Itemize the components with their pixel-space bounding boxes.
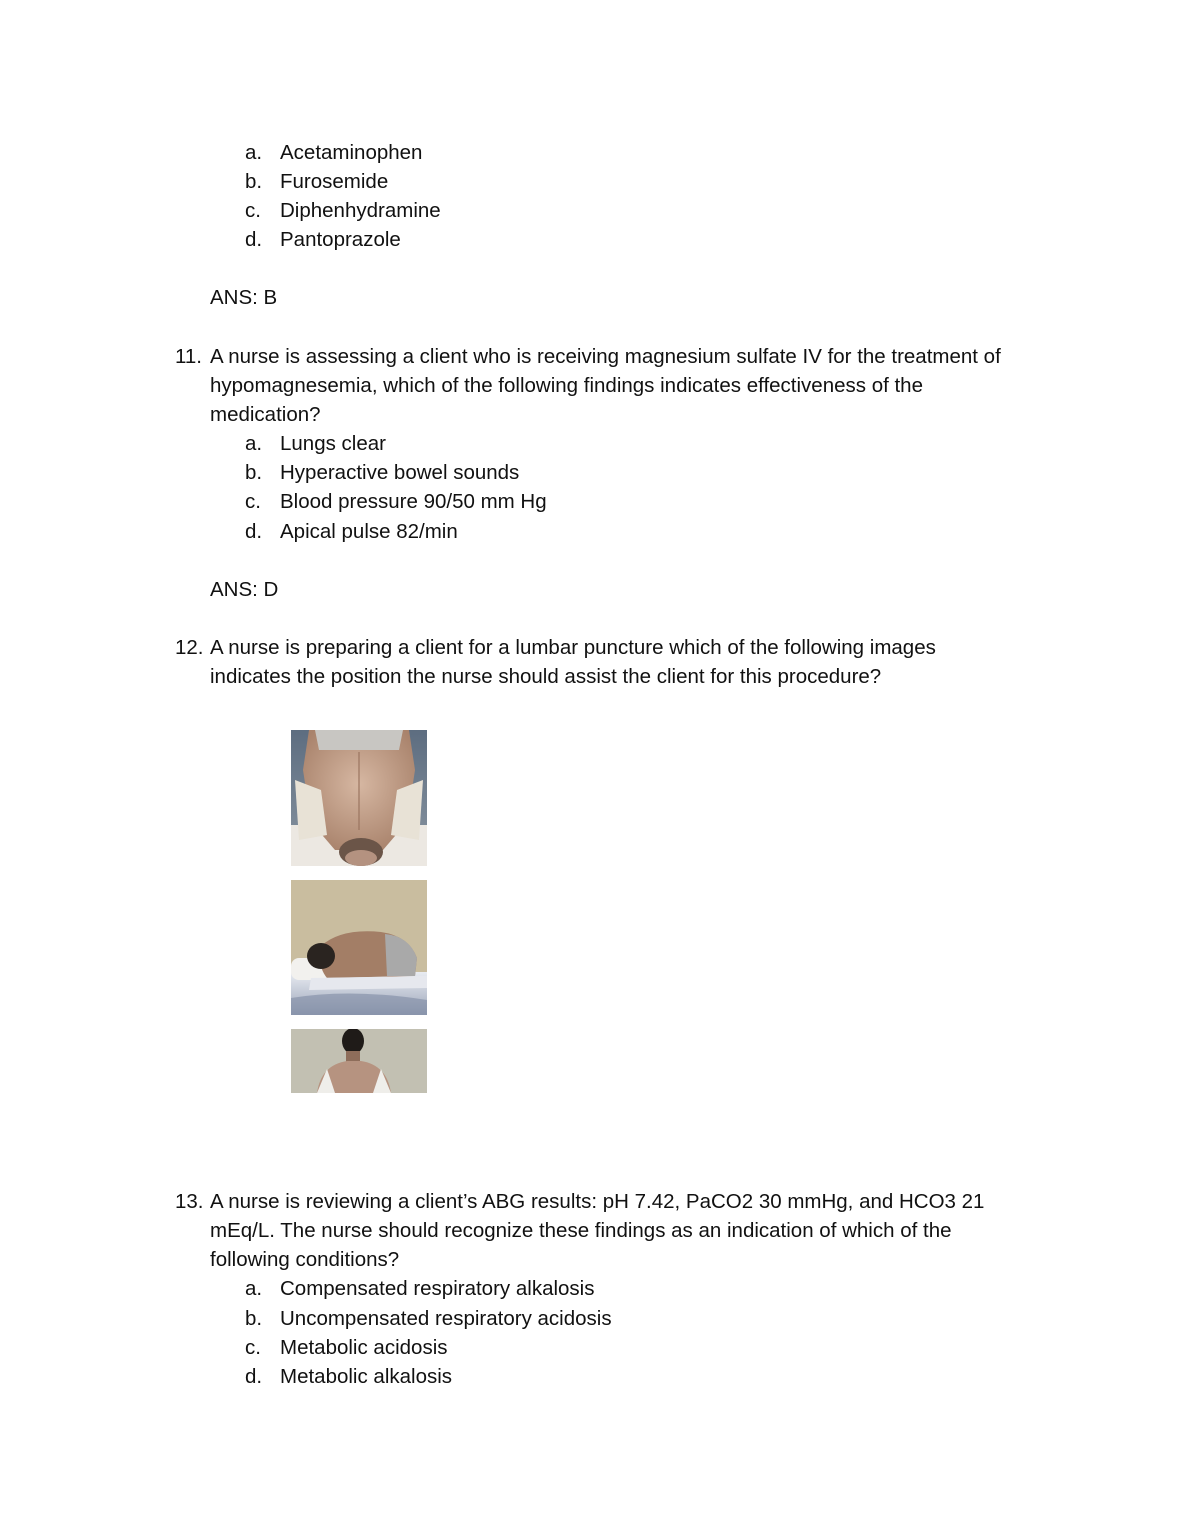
option-text: Pantoprazole — [280, 228, 401, 251]
option-text: Blood pressure 90/50 mm Hg — [280, 490, 547, 513]
option-text: Acetaminophen — [280, 141, 423, 164]
option-letter: c. — [245, 490, 261, 513]
option-letter: d. — [245, 1365, 263, 1388]
question-line: medication? — [210, 403, 321, 426]
option-text: Lungs clear — [280, 432, 386, 455]
answer-text: ANS: D — [210, 578, 279, 601]
option-letter: a. — [245, 141, 263, 164]
question-line: A nurse is assessing a client who is receiving magnesium sulfate IV for the treatment of — [210, 345, 1001, 368]
option-text: Metabolic alkalosis — [280, 1365, 453, 1388]
option-letter: a. — [245, 1277, 263, 1300]
option-letter: a. — [245, 432, 263, 455]
question-13 — [175, 1187, 1075, 1277]
answer-text: ANS: B — [210, 286, 278, 309]
option-text: Hyperactive bowel sounds — [280, 461, 520, 484]
position-image-side-lying — [291, 880, 427, 1015]
question-line: A nurse is reviewing a client’s ABG results: pH 7.42, PaCO2 30 mmHg, and HCO3 21 — [210, 1190, 985, 1213]
option-letter: d. — [245, 520, 263, 543]
option-letter: b. — [245, 461, 263, 484]
question-number: 12. — [175, 636, 204, 659]
option-text: Diphenhydramine — [280, 199, 441, 222]
question-line: following conditions? — [210, 1248, 400, 1271]
option-letter: b. — [245, 170, 263, 193]
option-text: Metabolic acidosis — [280, 1336, 448, 1359]
option-text: Compensated respiratory alkalosis — [280, 1277, 595, 1300]
option-text: Apical pulse 82/min — [280, 520, 458, 543]
option-letter: d. — [245, 228, 263, 251]
question-12 — [175, 633, 1075, 693]
question-11 — [175, 342, 1075, 432]
option-text: Furosemide — [280, 170, 389, 193]
question-number: 13. — [175, 1190, 204, 1213]
option-text: Uncompensated respiratory acidosis — [280, 1307, 612, 1330]
question-line: hypomagnesemia, which of the following findings indicates effectiveness of the — [210, 374, 923, 397]
option-letter: c. — [245, 199, 261, 222]
position-image-prone — [291, 730, 427, 866]
question-line: mEq/L. The nurse should recognize these findings as an indication of which of the — [210, 1219, 952, 1242]
question-line: indicates the position the nurse should assist the client for this procedure? — [210, 665, 882, 688]
option-letter: c. — [245, 1336, 261, 1359]
question-line: A nurse is preparing a client for a lumbar puncture which of the following images — [210, 636, 936, 659]
option-letter: b. — [245, 1307, 263, 1330]
position-image-sitting — [291, 1029, 427, 1093]
question-number: 11. — [175, 345, 202, 368]
